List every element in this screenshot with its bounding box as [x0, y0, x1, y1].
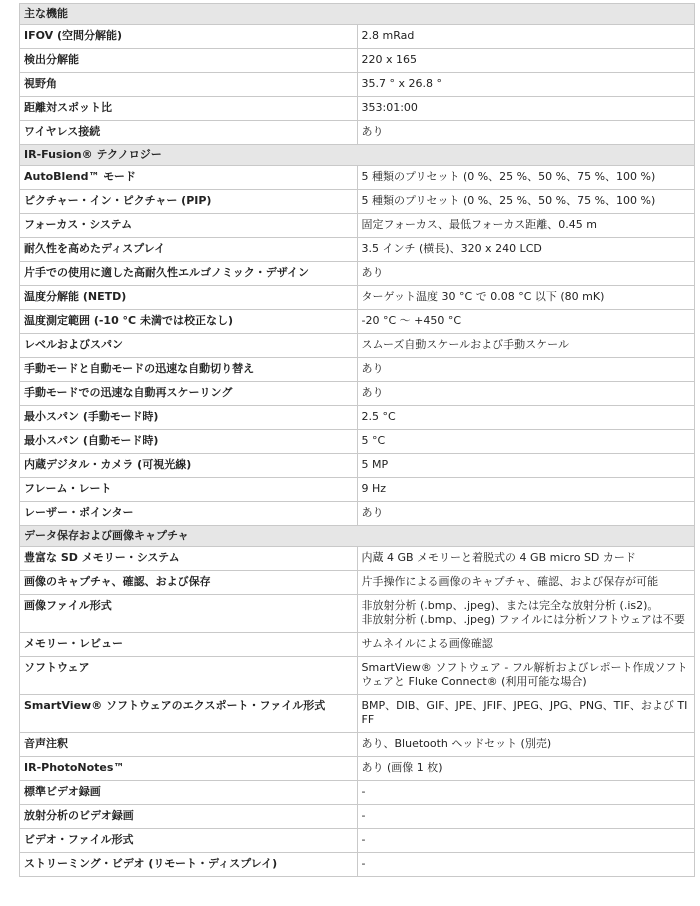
table-row — [20, 286, 695, 310]
spec-value: あり — [357, 121, 695, 145]
table-row — [20, 238, 695, 262]
spec-value: あり (画像 1 枚) — [357, 757, 695, 781]
table-row — [20, 49, 695, 73]
spec-label: メモリー・レビュー — [20, 633, 358, 657]
spec-value: あり、Bluetooth ヘッドセット (別売) — [357, 733, 695, 757]
spec-label: 最小スパン (自動モード時) — [20, 430, 358, 454]
table-row — [20, 805, 695, 829]
spec-value: 5 種類のプリセット (0 %、25 %、50 %、75 %、100 %) — [357, 166, 695, 190]
spec-label: 片手での使用に適した高耐久性エルゴノミック・デザイン — [20, 262, 358, 286]
section-title: IR-Fusion® テクノロジー — [20, 145, 695, 166]
table-row — [20, 853, 695, 877]
spec-label: 最小スパン (手動モード時) — [20, 406, 358, 430]
table-row — [20, 595, 695, 633]
spec-label: 音声注釈 — [20, 733, 358, 757]
spec-value: あり — [357, 358, 695, 382]
spec-label: ビデオ・ファイル形式 — [20, 829, 358, 853]
spec-value: - — [357, 853, 695, 877]
spec-label: 耐久性を高めたディスプレイ — [20, 238, 358, 262]
spec-label: 内蔵デジタル・カメラ (可視光線) — [20, 454, 358, 478]
spec-value: BMP、DIB、GIF、JPE、JFIF、JPEG、JPG、PNG、TIF、および TIFF — [357, 695, 695, 733]
spec-value: 非放射分析 (.bmp、.jpeg)、または完全な放射分析 (.is2)。 非放射分析 (.bmp、.jpeg) ファイルには分析ソフトウェアは不要 — [357, 595, 695, 633]
spec-value: あり — [357, 382, 695, 406]
table-row — [20, 25, 695, 49]
spec-label: AutoBlend™ モード — [20, 166, 358, 190]
spec-label: ピクチャー・イン・ピクチャー (PIP) — [20, 190, 358, 214]
spec-label: 手動モードと自動モードの迅速な自動切り替え — [20, 358, 358, 382]
spec-value: 9 Hz — [357, 478, 695, 502]
spec-label: IR-PhotoNotes™ — [20, 757, 358, 781]
spec-value: -20 °C ～ +450 °C — [357, 310, 695, 334]
table-row — [20, 310, 695, 334]
table-row — [20, 829, 695, 853]
spec-label: 標準ビデオ録画 — [20, 781, 358, 805]
table-row — [20, 166, 695, 190]
spec-value: あり — [357, 502, 695, 526]
spec-label: ストリーミング・ビデオ (リモート・ディスプレイ) — [20, 853, 358, 877]
section-header-row — [20, 4, 695, 25]
table-row — [20, 97, 695, 121]
spec-label: ワイヤレス接続 — [20, 121, 358, 145]
spec-label: ソフトウェア — [20, 657, 358, 695]
table-row — [20, 502, 695, 526]
table-row — [20, 121, 695, 145]
spec-value: 3.5 インチ (横長)、320 x 240 LCD — [357, 238, 695, 262]
spec-value: サムネイルによる画像確認 — [357, 633, 695, 657]
spec-label: 距離対スポット比 — [20, 97, 358, 121]
spec-value: ターゲット温度 30 °C で 0.08 °C 以下 (80 mK) — [357, 286, 695, 310]
spec-label: レベルおよびスパン — [20, 334, 358, 358]
spec-value: 固定フォーカス、最低フォーカス距離、0.45 m — [357, 214, 695, 238]
spec-label: レーザー・ポインター — [20, 502, 358, 526]
spec-label: フォーカス・システム — [20, 214, 358, 238]
spec-value: 5 °C — [357, 430, 695, 454]
table-row — [20, 454, 695, 478]
table-row — [20, 695, 695, 733]
section-header-row — [20, 526, 695, 547]
spec-label: 画像ファイル形式 — [20, 595, 358, 633]
table-row — [20, 262, 695, 286]
table-row — [20, 406, 695, 430]
table-row — [20, 190, 695, 214]
table-row — [20, 571, 695, 595]
table-row — [20, 334, 695, 358]
spec-table-body — [20, 4, 695, 877]
table-row — [20, 430, 695, 454]
spec-value: あり — [357, 262, 695, 286]
table-row — [20, 478, 695, 502]
spec-label: 視野角 — [20, 73, 358, 97]
table-row — [20, 73, 695, 97]
section-title: データ保存および画像キャプチャ — [20, 526, 695, 547]
spec-label: 画像のキャプチャ、確認、および保存 — [20, 571, 358, 595]
table-row — [20, 757, 695, 781]
spec-table — [19, 3, 695, 877]
spec-value: 353:01:00 — [357, 97, 695, 121]
spec-label: 放射分析のビデオ録画 — [20, 805, 358, 829]
spec-value: 2.8 mRad — [357, 25, 695, 49]
spec-value: スムーズ自動スケールおよび手動スケール — [357, 334, 695, 358]
spec-table-container — [19, 3, 695, 877]
table-row — [20, 547, 695, 571]
spec-label: 検出分解能 — [20, 49, 358, 73]
spec-value: - — [357, 781, 695, 805]
table-row — [20, 382, 695, 406]
spec-value: SmartView® ソフトウェア - フル解析およびレポート作成ソフトウェアと Fluke Connect® (利用可能な場合) — [357, 657, 695, 695]
spec-value: - — [357, 805, 695, 829]
table-row — [20, 781, 695, 805]
spec-value: 35.7 ° x 26.8 ° — [357, 73, 695, 97]
spec-value: 内蔵 4 GB メモリーと着脱式の 4 GB micro SD カード — [357, 547, 695, 571]
spec-label: フレーム・レート — [20, 478, 358, 502]
table-row — [20, 358, 695, 382]
spec-value: - — [357, 829, 695, 853]
spec-value: 220 x 165 — [357, 49, 695, 73]
spec-label: SmartView® ソフトウェアのエクスポート・ファイル形式 — [20, 695, 358, 733]
spec-label: IFOV (空間分解能) — [20, 25, 358, 49]
table-row — [20, 733, 695, 757]
spec-label: 豊富な SD メモリー・システム — [20, 547, 358, 571]
spec-value: 片手操作による画像のキャプチャ、確認、および保存が可能 — [357, 571, 695, 595]
spec-value: 5 種類のプリセット (0 %、25 %、50 %、75 %、100 %) — [357, 190, 695, 214]
table-row — [20, 657, 695, 695]
spec-label: 温度測定範囲 (-10 °C 未満では校正なし) — [20, 310, 358, 334]
table-row — [20, 214, 695, 238]
table-row — [20, 633, 695, 657]
section-title: 主な機能 — [20, 4, 695, 25]
spec-value: 5 MP — [357, 454, 695, 478]
section-header-row — [20, 145, 695, 166]
spec-label: 温度分解能 (NETD) — [20, 286, 358, 310]
spec-label: 手動モードでの迅速な自動再スケーリング — [20, 382, 358, 406]
spec-value: 2.5 °C — [357, 406, 695, 430]
